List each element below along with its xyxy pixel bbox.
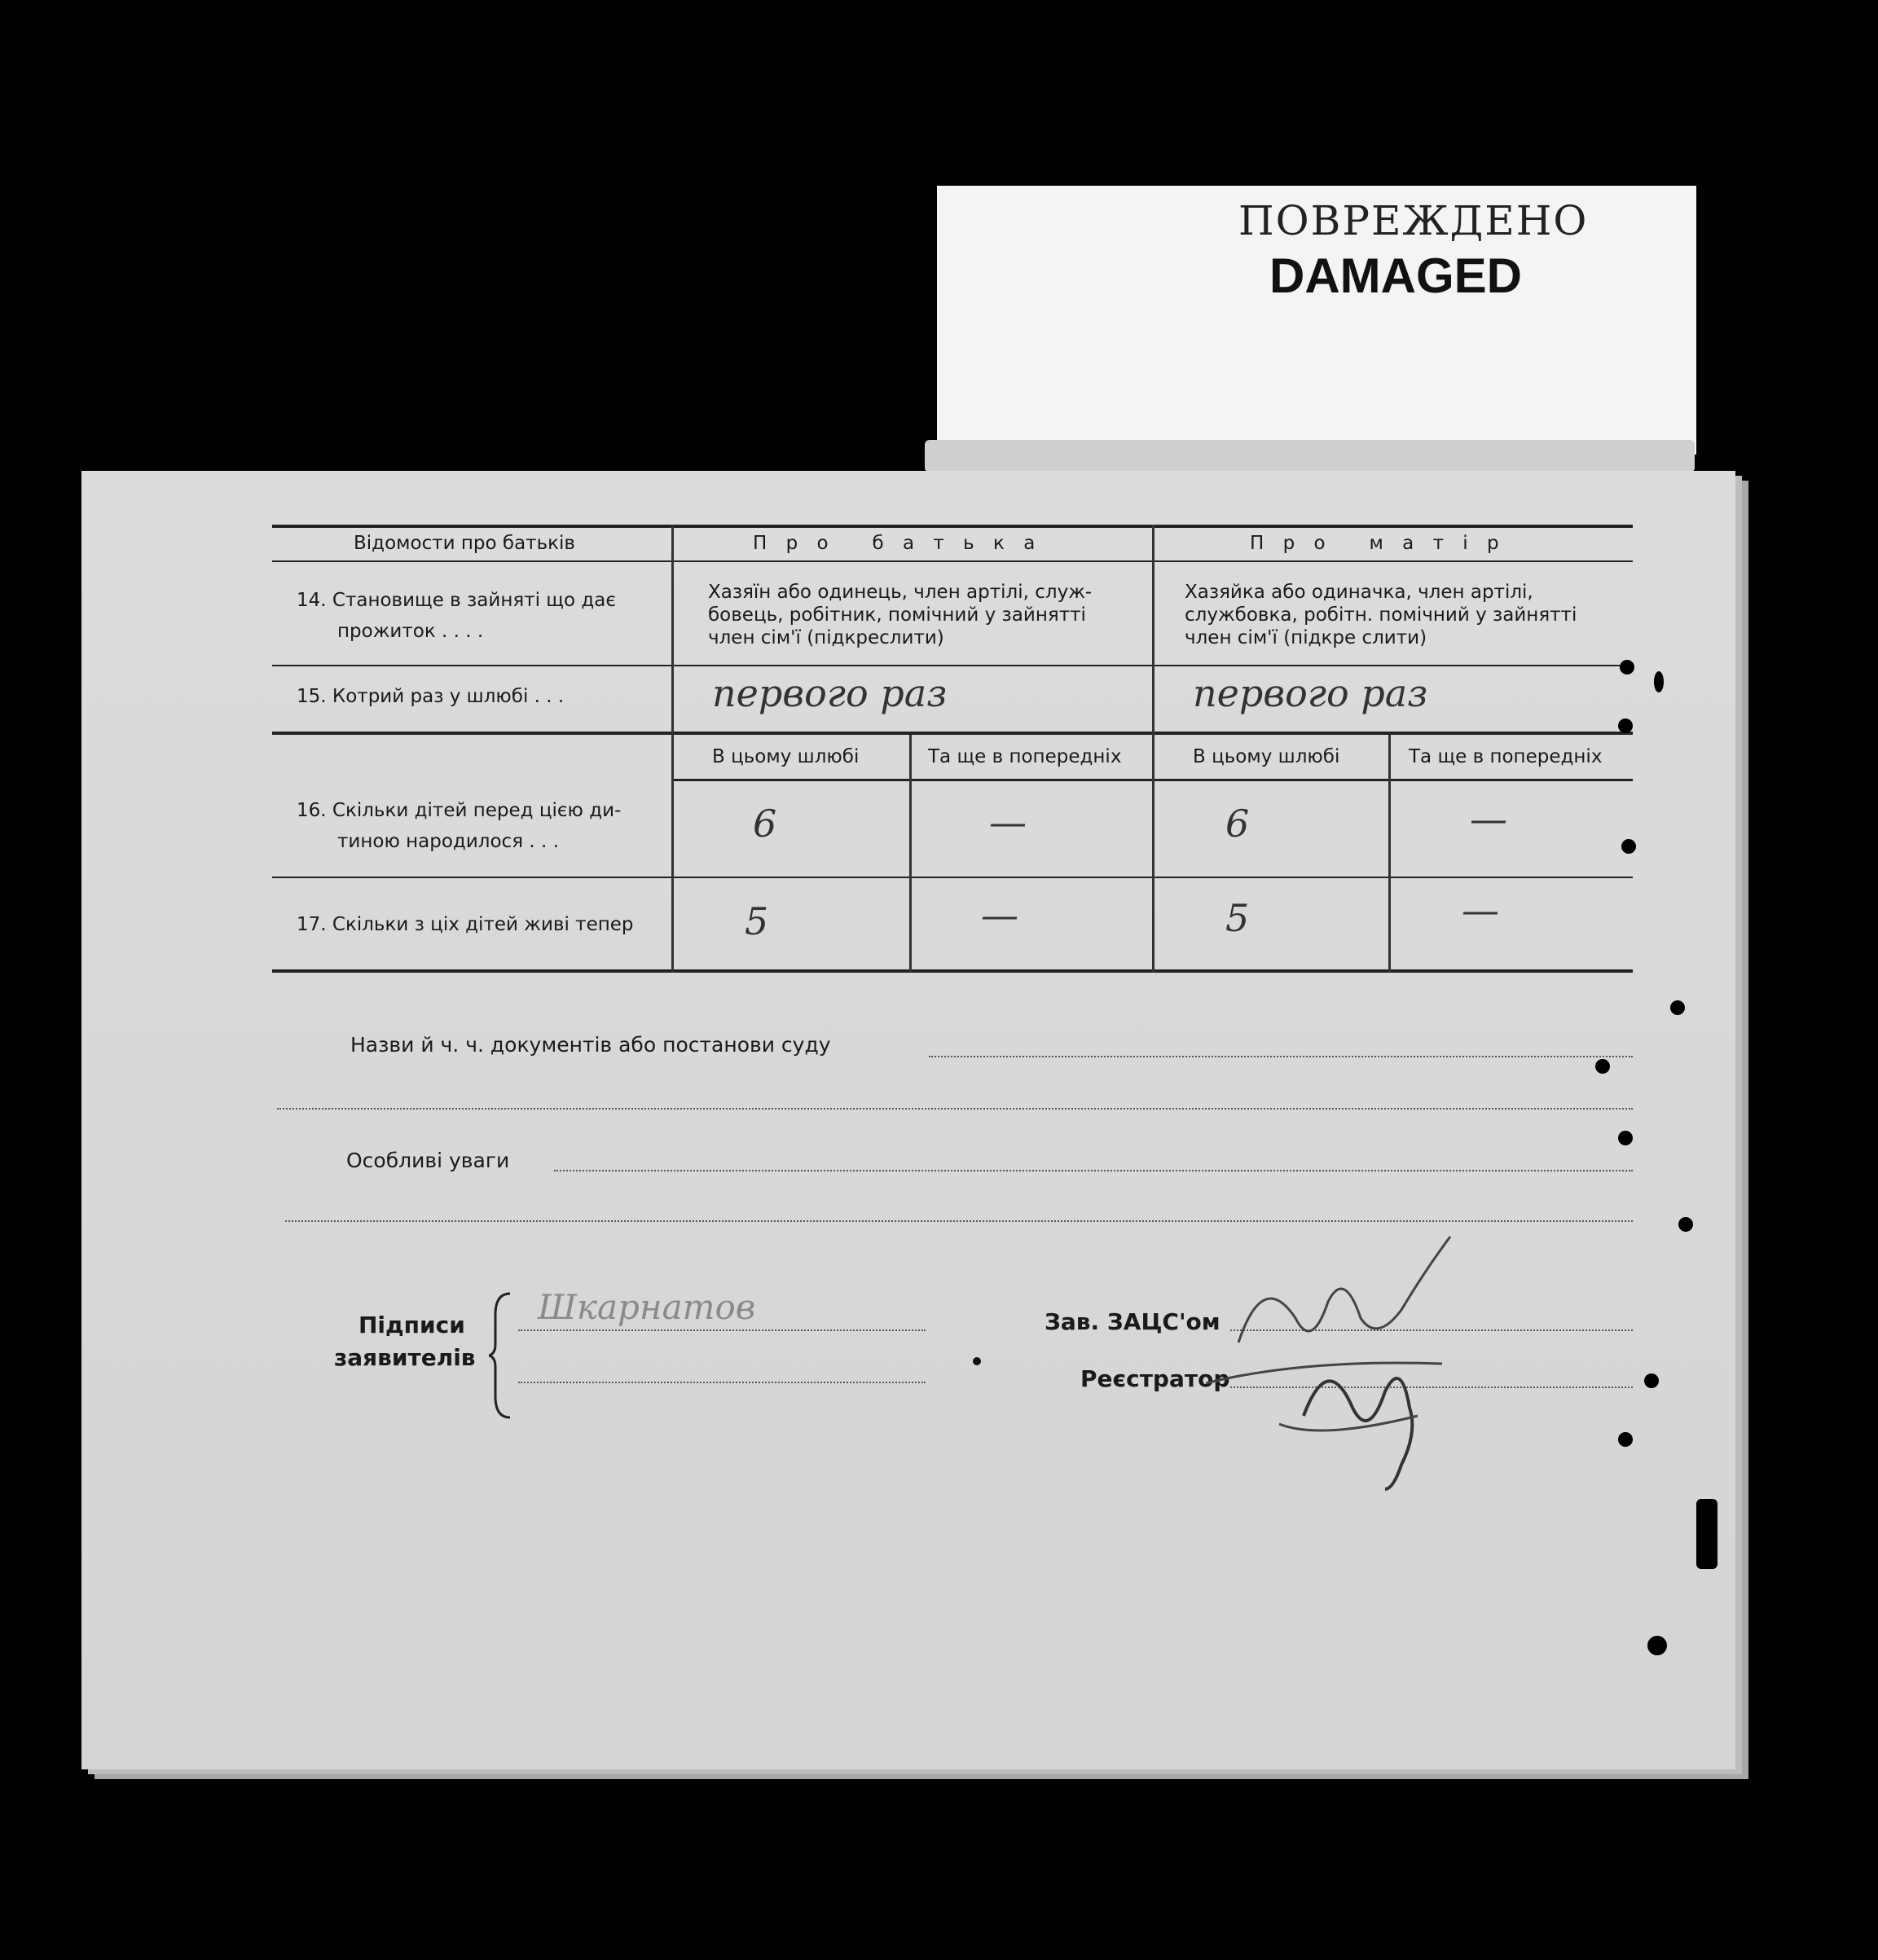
binding-hole [1678,1217,1693,1232]
header-parents-info: Відомости про батьків [354,533,575,554]
subheader-mother-this: В цьому шлюбі [1193,746,1340,767]
binding-hole [1618,1131,1633,1145]
applicant-signature: Шкарнатов [538,1287,756,1327]
row14-label-1: 14. Становище в зайняті що дає [297,590,616,611]
brace-icon [489,1290,513,1421]
parents-info-table [272,525,1633,973]
applicant-sign-line-2 [518,1380,926,1383]
binding-hole [1621,839,1636,854]
row17-mother-prev: — [1462,888,1499,932]
row17-father-prev: — [981,893,1018,937]
applicants-label-2: заявителів [334,1344,476,1371]
header-mother: П р о м а т і р [1250,533,1506,554]
binding-hole [1595,1059,1610,1074]
damaged-label-en: DAMAGED [1269,248,1522,303]
binding-hole [1647,1636,1667,1655]
row14-mother-3: член сім'ї (підкре слити) [1185,627,1427,648]
official-signature [1206,1220,1475,1497]
row15-mother-handwritten: первого раз [1193,671,1428,715]
ink-dot [973,1357,981,1365]
binding-hole [1654,671,1664,692]
binding-hole [1644,1373,1659,1388]
col-divider-1 [671,525,674,973]
row16-father-this: 6 [753,802,777,846]
table-top-rule [272,525,1633,528]
remarks-label: Особливі уваги [346,1149,510,1172]
remarks-fill-line [554,1168,1633,1171]
row17-father-this: 5 [745,899,769,943]
document-sheet [81,471,1735,1769]
torn-page-edge [925,440,1695,472]
binding-hole [1620,660,1634,675]
col-divider-mother [1388,735,1391,973]
applicant-sign-line-1 [518,1328,926,1331]
row17-label: 17. Скільки з ціх дітей живі тепер [297,914,634,935]
binding-hole [1618,719,1633,733]
row15-rule [272,732,1633,735]
head-zags-label: Зав. ЗАЦС'ом [1045,1308,1220,1335]
row14-father-3: член сім'ї (підкреслити) [708,627,944,648]
binding-hole [1670,1000,1685,1015]
row17-mother-this: 5 [1225,896,1250,940]
subheader-mother-prev: Та ще в попередніх [1409,746,1603,767]
documents-fill-line-2 [277,1106,1633,1110]
registrar-label: Реєстратор [1080,1365,1230,1392]
col-divider-father [909,735,912,973]
damaged-label-card [937,186,1696,455]
row15-father-handwritten: первого раз [712,671,948,715]
binding-hole [1696,1499,1717,1569]
row16-label-1: 16. Скільки дітей перед цією ди- [297,800,622,821]
row16-rule [272,877,1633,878]
header-rule [272,560,1633,562]
subheader-father-this: В цьому шлюбі [712,746,860,767]
row16-father-prev: — [989,800,1027,844]
row14-mother-2: службовка, робітн. помічний у зайнятті [1185,604,1577,626]
row15-label: 15. Котрий раз у шлюбі . . . [297,686,565,707]
row14-rule [272,665,1633,666]
row16-label-2: тиною народилося . . . [337,831,559,852]
damaged-label-ru: ПОВРЕЖДЕНО [1238,197,1589,244]
row14-mother-1: Хазяйка або одиначка, член артілі, [1185,582,1533,603]
row16-mother-this: 6 [1225,802,1250,846]
binding-hole [1618,1432,1633,1447]
row14-father-2: бовець, робітник, помічний у зайнятті [708,604,1086,626]
documents-label: Назви й ч. ч. документів або постанови суду [350,1033,831,1057]
documents-fill-line [929,1054,1633,1057]
row16-mother-prev: — [1470,797,1507,841]
row14-father-1: Хазяїн або одинець, член артілі, служ- [708,582,1093,603]
applicants-label-1: Підписи [358,1312,465,1338]
table-bottom-rule [272,969,1633,973]
subheader-father-prev: Та ще в попередніх [928,746,1122,767]
row14-label-2: прожиток . . . . [337,621,484,642]
col-divider-2 [1152,525,1155,973]
header-father: П р о б а т ь к а [753,533,1042,554]
